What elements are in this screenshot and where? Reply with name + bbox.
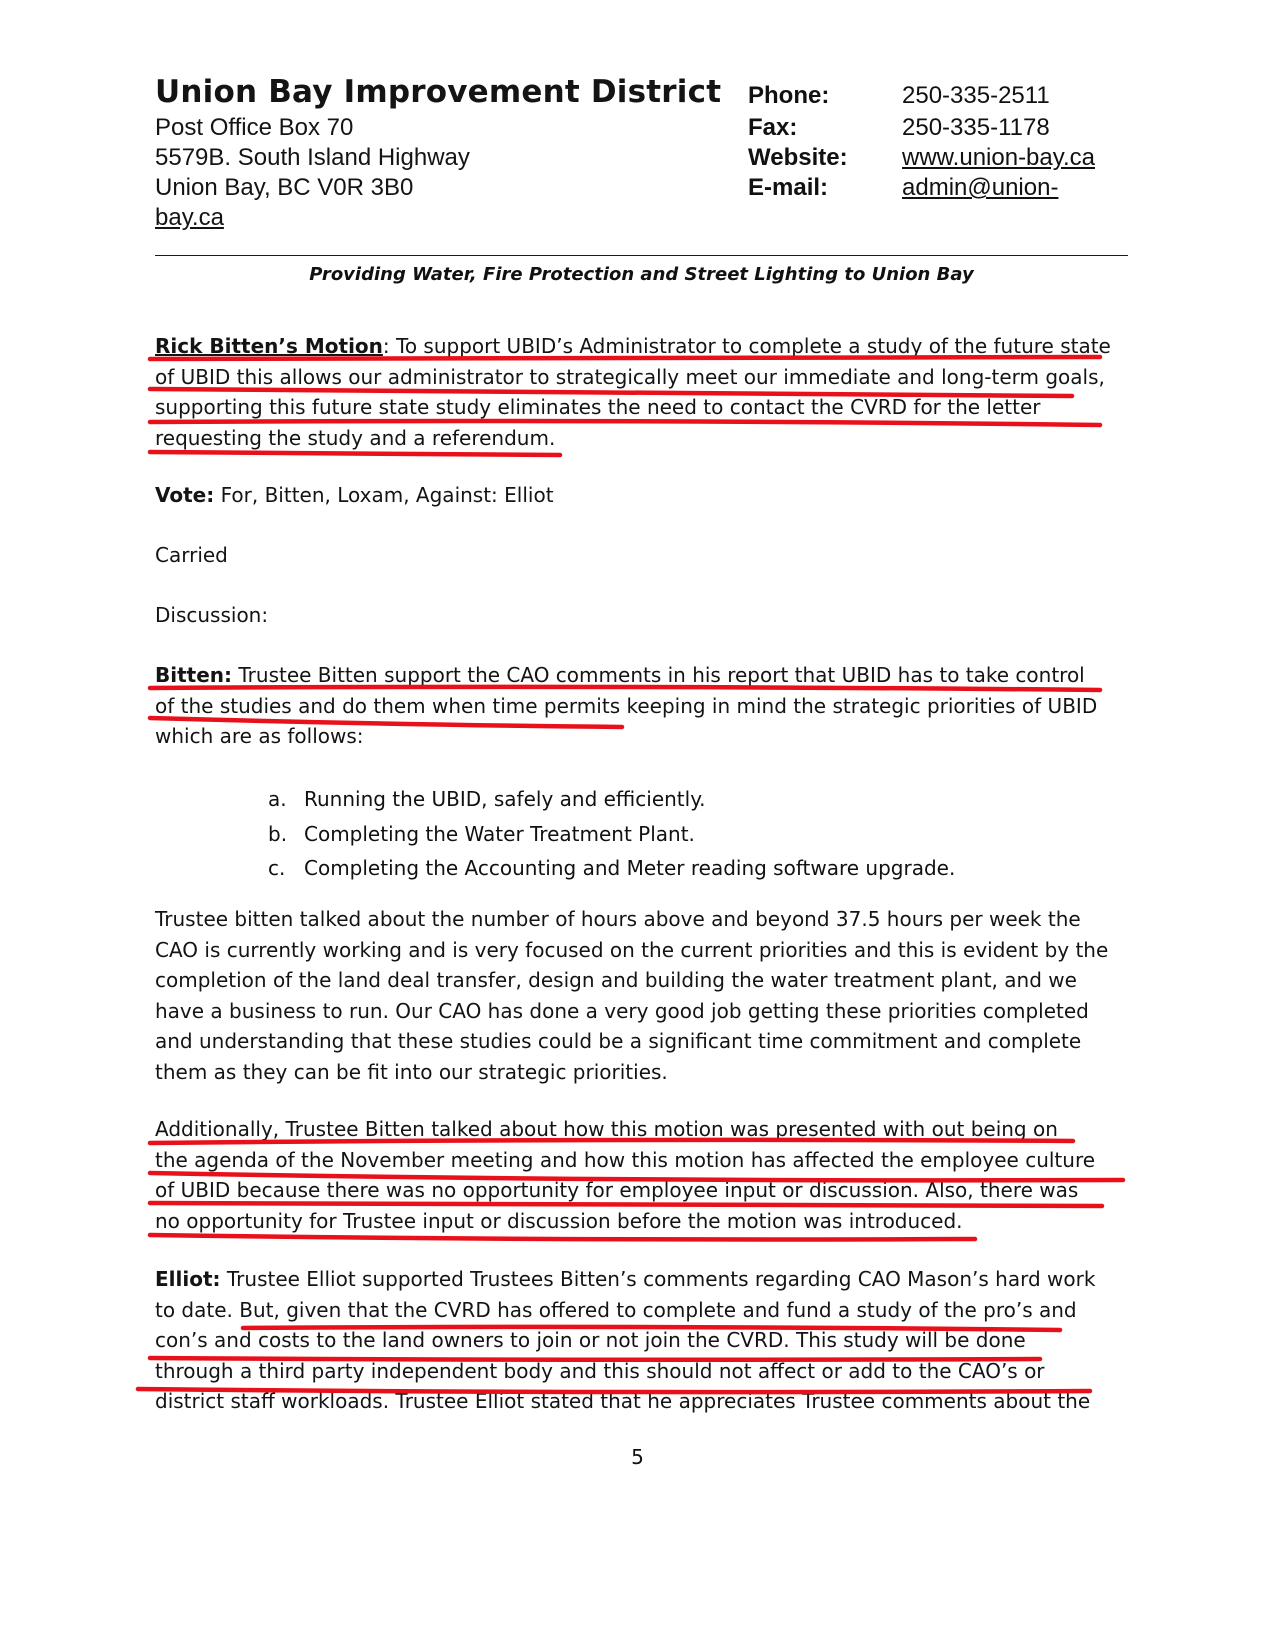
motion-line: supporting this future state study eliminates the need to contact the CVRD for the letter [155, 395, 1041, 419]
header-divider [155, 255, 1128, 256]
email-link[interactable]: admin@union- [902, 174, 1059, 201]
hours-paragraph: Trustee bitten talked about the number of hours above and beyond 37.5 hours per week the CAO is currently working and is very focused on the current priorities and this is evident by the completion of the land deal transfer, design and building the water treatment plant, and we have a business to run. Our CAO has done a very good job getting these priorities completed and understanding that these studies could be a significant time commitment and complete them as they can be fit into our strategic priorities. [155, 907, 1109, 1084]
email-label: E-mail: [748, 174, 829, 201]
address-line-po-box: Post Office Box 70 [155, 114, 354, 141]
fax-value: 250-335-1178 [902, 114, 1050, 141]
list-marker: c. [268, 856, 286, 880]
priorities-list [268, 782, 1068, 886]
carried-text: Carried [155, 543, 228, 567]
page-number: 5 [631, 1445, 644, 1469]
motion-line: Rick Bitten’s Motion: To support UBID’s Administrator to complete a study of the future state [155, 334, 1111, 358]
discussion-heading: Discussion: [155, 603, 269, 627]
motion-line: requesting the study and a referendum. [155, 425, 556, 450]
phone-label: Phone: [748, 82, 830, 109]
fax-label: Fax: [748, 114, 798, 141]
elliot-line: Elliot: Trustee Elliot supported Trustees Bitten’s comments regarding CAO Mason’s hard work [155, 1267, 1096, 1291]
organization-name: Union Bay Improvement District [155, 74, 722, 110]
motion-line: of UBID this allows our administrator to strategically meet our immediate and long-term goals, [155, 364, 1105, 389]
website-link[interactable]: www.union-bay.ca [902, 144, 1095, 171]
vote-line [155, 480, 1120, 511]
list-marker: b. [268, 821, 288, 846]
address-line-street: 5579B. South Island Highway [155, 144, 470, 171]
tagline: Providing Water, Fire Protection and Street Lighting to Union Bay [309, 264, 974, 285]
bitten-line: Bitten: Trustee Bitten support the CAO comments in his report that UBID has to take control [155, 663, 1085, 687]
elliot-line: district staff workloads. Trustee Elliot stated that he appreciates Trustee comments about the [155, 1389, 1091, 1413]
email-wrap-link[interactable]: bay.ca [155, 204, 224, 231]
elliot-paragraph [155, 1264, 1120, 1417]
vote-label: Vote: [155, 483, 215, 507]
list-item: b. Completing the Water Treatment Plant. [268, 817, 1068, 852]
bitten-line: of the studies and do them when time permits keeping in mind the strategic priorities of UBID [155, 693, 1098, 718]
list-marker: a. [268, 787, 287, 811]
elliot-line: to date. But, given that the CVRD has offered to complete and fund a study of the pro’s and [155, 1297, 1077, 1322]
bitten-line: which are as follows: [155, 724, 364, 748]
elliot-line: through a third party independent body and this should not affect or add to the CAO’s or [155, 1358, 1045, 1383]
list-item: a. Running the UBID, safely and efficiently. [268, 782, 1068, 817]
motion-paragraph [155, 331, 1120, 453]
list-item: c. Completing the Accounting and Meter reading software upgrade. [268, 851, 1068, 886]
website-label: Website: [748, 144, 848, 171]
elliot-line: con’s and costs to the land owners to join or not join the CVRD. This study will be done [155, 1328, 1026, 1352]
vote-text: For, Bitten, Loxam, Against: Elliot [214, 483, 554, 507]
bitten-label: Bitten: [155, 663, 233, 687]
phone-value: 250-335-2511 [902, 82, 1050, 109]
bitten-paragraph [155, 660, 1120, 752]
elliot-label: Elliot: [155, 1267, 221, 1291]
motion-label: Rick Bitten’s Motion [155, 334, 383, 358]
additionally-paragraph: Additionally, Trustee Bitten talked about how this motion was presented with out being on the agenda of the November meeting and how this motion has affected the employee culture of UBID because there was no opportunity for employee input or discussion. Also, there was no opportunity for Trustee input or discussion before the motion was introduced. [155, 1117, 1096, 1233]
address-line-city: Union Bay, BC V0R 3B0 [155, 174, 414, 201]
